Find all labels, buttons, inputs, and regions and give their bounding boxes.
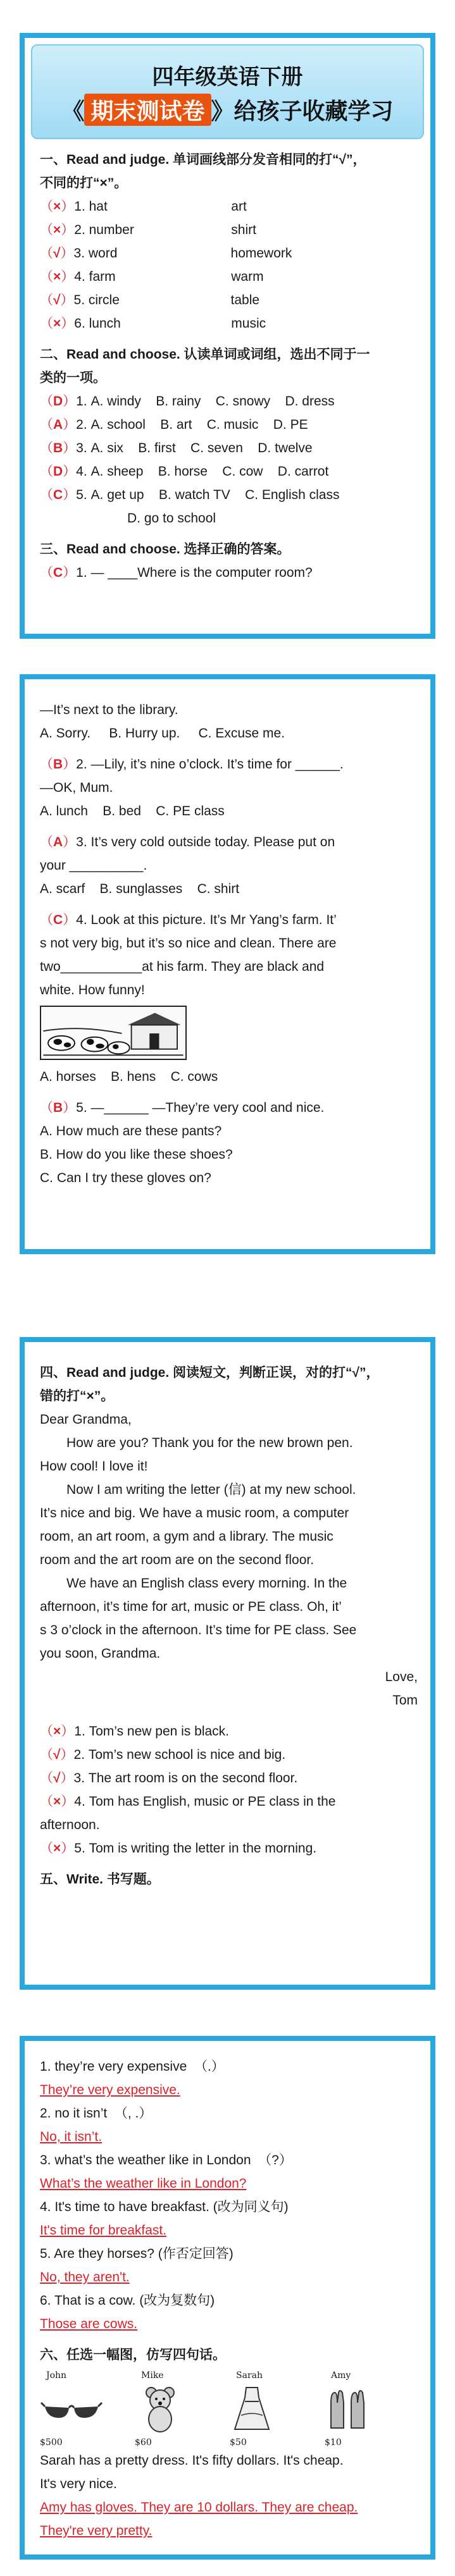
part4-item: （√）2. Tom’s new school is nice and big.: [40, 1747, 286, 1762]
part5-answer: Those are cows.: [40, 2317, 138, 2331]
part3-q4-cont1: s not very big, but it’s so nice and clean. There are: [40, 936, 337, 951]
part5-answer: No, it isn’t.: [40, 2129, 103, 2144]
part3-q4-cont2: two___________at his farm. They are black and: [40, 959, 325, 974]
part5-question: 5. Are they horses? (作否定回答): [40, 2246, 234, 2261]
part5-question: 3. what’s the weather like in London （?）: [40, 2153, 292, 2167]
part3-q4-options: A. horses B. hens C. cows: [40, 1069, 218, 1084]
part5-question: 6. That is a cow. (改为复数句): [40, 2293, 215, 2308]
part3-q4: （C）4. Look at this picture. It’s Mr Yang’s farm. It’: [40, 913, 337, 927]
part5-answer: No, they aren't.: [40, 2270, 130, 2284]
price-item-mike: [135, 2369, 211, 2449]
price-name: Amy: [331, 2370, 351, 2381]
part2-item: （B）3. A. six B. first C. seven D. twelve: [40, 441, 313, 455]
letter-closing: Love,: [385, 1670, 418, 1684]
price-item-sarah: [230, 2369, 306, 2449]
title-banner: [31, 44, 424, 139]
part2-item: （A）2. A. school B. art C. music D. PE: [40, 417, 308, 432]
letter-para1b: How cool! I love it!: [40, 1459, 148, 1474]
exam-page-4: [20, 2036, 435, 2560]
part2-item: （C）5. A. get up B. watch TV C. English class: [40, 488, 340, 502]
letter-para3d: you soon, Grandma.: [40, 1646, 161, 1661]
part5-answer: They’re very expensive.: [40, 2083, 180, 2097]
letter-signature: Tom: [392, 1693, 418, 1708]
part3-q3-cont: your __________.: [40, 858, 147, 873]
price-item-john: [40, 2369, 116, 2449]
part5-heading: 五、Write. 书写题。: [40, 1872, 160, 1887]
price-value: $60: [135, 2437, 152, 2448]
letter-para3a: We have an English class every morning. In the: [66, 1576, 347, 1591]
part3-heading: 三、Read and choose. 选择正确的答案。: [40, 542, 290, 557]
part1-item: （×）6. lunch music: [40, 316, 266, 331]
part3-q5: （B）5. —______ —They’re very cool and nice.: [40, 1100, 325, 1115]
part3-q2-reply: —OK, Mum.: [40, 780, 113, 795]
part6-answer-line2: They're very pretty.: [40, 2524, 153, 2538]
letter-para3b: afternoon, it’s time for art, music or PE class. Oh, it’: [40, 1599, 342, 1614]
part4-heading-line2: 错的打“×”。: [40, 1389, 115, 1403]
part1-section: [40, 148, 418, 584]
letter-para3c: s 3 o’clock in the afternoon. It’s time for PE class. See: [40, 1623, 357, 1637]
price-pictures: [40, 2369, 418, 2449]
part5-answer: It's time for breakfast.: [40, 2223, 167, 2238]
part4-item: （×）5. Tom is writing the letter in the morning.: [40, 1841, 317, 1856]
part4-item: （√）3. The art room is on the second floor.: [40, 1771, 298, 1785]
title-highlight: 期末测试卷: [84, 94, 211, 126]
price-name: John: [46, 2370, 67, 2381]
price-item-amy: [325, 2369, 401, 2449]
part3-q1-options: A. Sorry. B. Hurry up. C. Excuse me.: [40, 726, 285, 741]
part4-item: （×）1. Tom’s new pen is black.: [40, 1724, 229, 1739]
sunglasses-icon: [40, 2382, 116, 2436]
part2-heading-line1: 二、Read and choose. 认读单词或词组，选出不同于一: [40, 347, 370, 362]
exam-page-2: [20, 674, 435, 1254]
letter-para2d: room and the art room are on the second floor.: [40, 1553, 315, 1567]
letter-para1a: How are you? Thank you for the new brown pen.: [66, 1436, 353, 1450]
letter-salutation: Dear Grandma,: [40, 1412, 132, 1427]
part1-heading-line2: 不同的打“×”。: [40, 176, 128, 190]
part6-answer-line1: Amy has gloves. They are 10 dollars. They are cheap.: [40, 2500, 358, 2515]
farm-illustration: [41, 1007, 185, 1059]
part1-item: （√）5. circle table: [40, 293, 260, 307]
part5-answer: What’s the weather like in London?: [40, 2176, 247, 2191]
part5-question: 4. It's time to have breakfast. (改为同义句): [40, 2200, 289, 2214]
teddy-bear-icon: [135, 2382, 211, 2436]
part4-section: [40, 1361, 418, 1891]
part3-q2: （B）2. —Lily, it’s nine o’clock. It’s time for ______.: [40, 757, 344, 772]
title-open-bracket: 《: [61, 98, 85, 124]
price-value: $10: [325, 2437, 342, 2448]
part1-item: （×）1. hat art: [40, 199, 247, 214]
part3-q2-options: A. lunch B. bed C. PE class: [40, 804, 225, 818]
part3-q1-answer: —It’s next to the library.: [40, 703, 178, 717]
part5-question: 1. they’re very expensive （.）: [40, 2059, 225, 2074]
letter-para2a: Now I am writing the letter (信) at my new school.: [66, 1482, 356, 1497]
part3-q3: （A）3. It’s very cold outside today. Please put on: [40, 835, 335, 849]
part3-q1: （C）1. — ____Where is the computer room?: [40, 565, 313, 580]
title-subtitle: [32, 94, 423, 126]
title-close: 》给孩子收藏学习: [211, 98, 394, 124]
part5-question: 2. no it isn’t （, .）: [40, 2106, 153, 2121]
part6-example-line1: Sarah has a pretty dress. It's fifty dollars. It's cheap.: [40, 2453, 344, 2468]
price-name: Sarah: [236, 2370, 263, 2381]
part1-heading-line1: 一、Read and judge. 单词画线部分发音相同的打“√”，: [40, 152, 366, 167]
part3-q5-option-a: A. How much are these pants?: [40, 1124, 222, 1138]
part3-q4-cont3: white. How funny!: [40, 983, 145, 997]
price-value: $500: [40, 2437, 63, 2448]
part6-example-line2: It's very nice.: [40, 2477, 117, 2491]
part2-heading-line2: 类的一项。: [40, 371, 106, 385]
letter-para2c: room, an art room, a gym and a library. The music: [40, 1529, 333, 1544]
part1-item: （×）4. farm warm: [40, 269, 264, 284]
part4-item4-cont: afternoon.: [40, 1818, 100, 1832]
part2-item5-option-d: D. go to school: [127, 511, 216, 526]
exam-page-1: [20, 33, 435, 639]
farm-picture: [40, 1006, 187, 1060]
letter-para2b: It’s nice and big. We have a music room, a computer: [40, 1506, 349, 1520]
part4-heading-line1: 四、Read and judge. 阅读短文，判断正误，对的打“√”，: [40, 1365, 380, 1380]
part1-item: （×）2. number shirt: [40, 223, 256, 237]
part1-item: （√）3. word homework: [40, 246, 292, 261]
exam-page-3: [20, 1337, 435, 1990]
dress-icon: [230, 2382, 306, 2436]
part2-item: （D）4. A. sheep B. horse C. cow D. carrot: [40, 464, 329, 479]
gloves-icon: [325, 2382, 401, 2436]
part3-q3-options: A. scarf B. sunglasses C. shirt: [40, 882, 240, 896]
part5-section: [40, 2055, 418, 2542]
price-name: Mike: [141, 2370, 164, 2381]
title-grade: 四年级英语下册: [152, 65, 303, 89]
part2-item: （D）1. A. windy B. rainy C. snowy D. dress: [40, 394, 335, 409]
part4-item: （×）4. Tom has English, music or PE class in the: [40, 1794, 336, 1809]
part3-continued: [40, 698, 418, 1190]
part6-heading: 六、任选一幅图，仿写四句话。: [40, 2348, 226, 2362]
price-value: $50: [230, 2437, 247, 2448]
part3-q5-option-b: B. How do you like these shoes?: [40, 1147, 233, 1162]
part3-q5-option-c: C. Can I try these gloves on?: [40, 1171, 211, 1185]
